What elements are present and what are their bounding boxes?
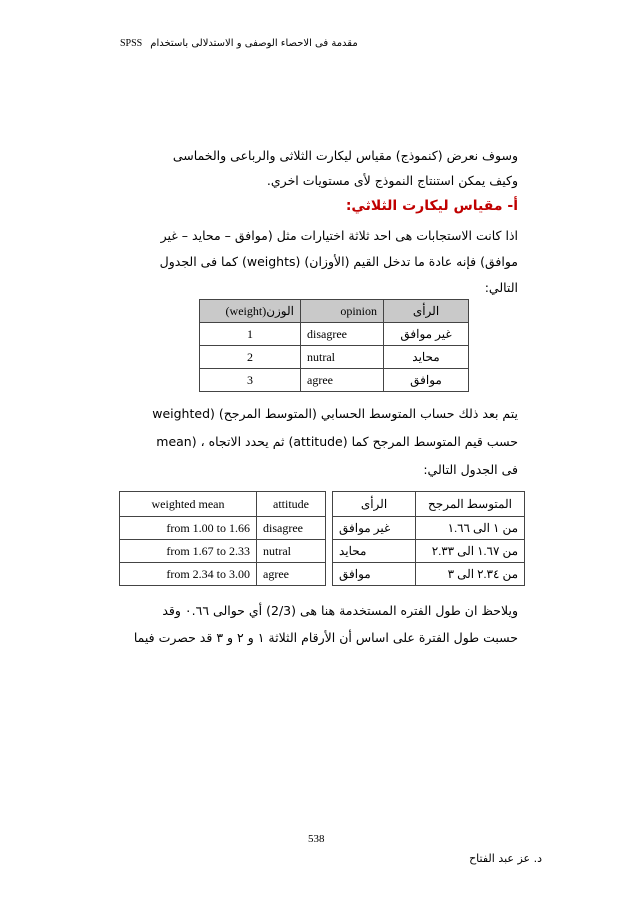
opinion-header: الرأى <box>333 492 416 517</box>
page-header <box>120 38 520 49</box>
opinion-en-cell: nutral <box>301 346 384 369</box>
opinion-ar-cell: موافق <box>384 369 469 392</box>
body-line-2: موافق) فإنه عادة ما تدخل القيم (الأوزان) (weights) كما فى الجدول <box>159 254 518 269</box>
weight-header: الوزن(weight) <box>200 300 301 323</box>
table-row <box>333 563 525 586</box>
opinion-en-cell: agree <box>301 369 384 392</box>
body-line-1: اذا كانت الاستجابات هى احد ثلاثة اختيارات مثل (موافق – محايد – غير <box>160 228 518 243</box>
table-row <box>120 517 326 540</box>
opinion-en-cell: disagree <box>301 323 384 346</box>
weight-cell: 2 <box>200 346 301 369</box>
author-footer: د. عز عبد الفتاح <box>469 852 542 865</box>
range-cell: من ١.٦٧ الى ٢.٣٣ <box>416 540 525 563</box>
header-title: مقدمة فى الاحصاء الوصفى و الاستدلالى باستخدام <box>150 38 358 49</box>
intro-line-1: وسوف نعرض (كنموذج) مقياس ليكارت الثلاثى والرباعى والخماسى <box>172 148 518 163</box>
opinion-ar-header: الرأى <box>384 300 469 323</box>
table-row <box>120 540 326 563</box>
header-software: SPSS <box>120 38 143 49</box>
intro-line-2: وكيف يمكن استنتاج النموذج لأى مستويات اخري. <box>266 173 518 188</box>
body-line-7: ويلاحظ ان طول الفتره المستخدمة هنا هى (2/3) أي حوالى ٠.٦٦ وقد <box>162 603 518 618</box>
body-line-6: فى الجدول التالي: <box>423 462 518 477</box>
mean-header: weighted mean <box>120 492 257 517</box>
page-number: 538 <box>308 833 325 845</box>
mean-header: المتوسط المرجح <box>416 492 525 517</box>
section-title: مقياس ليكارت الثلاثي: <box>345 198 503 214</box>
table-row <box>200 369 469 392</box>
range-cell: من ٢.٣٤ الى ٣ <box>416 563 525 586</box>
range-cell: from 1.67 to 2.33 <box>120 540 257 563</box>
section-letter: أ- <box>507 198 518 214</box>
table-row <box>120 563 326 586</box>
opinion-cell: محايد <box>333 540 416 563</box>
opinion-ar-cell: محايد <box>384 346 469 369</box>
weight-cell: 3 <box>200 369 301 392</box>
opinion-en-header: opinion <box>301 300 384 323</box>
opinion-cell: غير موافق <box>333 517 416 540</box>
table-row <box>200 323 469 346</box>
opinion-ar-cell: غير موافق <box>384 323 469 346</box>
weights-table <box>199 299 469 392</box>
range-cell: from 2.34 to 3.00 <box>120 563 257 586</box>
weighted-mean-table-en <box>119 491 326 586</box>
attitude-cell: agree <box>257 563 326 586</box>
weight-cell: 1 <box>200 323 301 346</box>
table-header-row <box>200 300 469 323</box>
table-row <box>333 540 525 563</box>
table-header-row <box>120 492 326 517</box>
section-heading <box>346 198 518 214</box>
attitude-cell: disagree <box>257 517 326 540</box>
range-cell: من ١ الى ١.٦٦ <box>416 517 525 540</box>
range-cell: from 1.00 to 1.66 <box>120 517 257 540</box>
weighted-mean-table-ar <box>332 491 525 586</box>
body-line-5: mean) ، ثم يحدد الاتجاه (attitude) حسب قيم المتوسط المرجح كما <box>156 434 518 449</box>
body-line-8: حسبت طول الفترة على اساس أن الأرقام الثلاثة ١ و ٢ و ٣ قد حصرت فيما <box>133 630 518 645</box>
body-line-3: التالي: <box>484 280 518 295</box>
table-row <box>200 346 469 369</box>
table-row <box>333 517 525 540</box>
opinion-cell: موافق <box>333 563 416 586</box>
attitude-header: attitude <box>257 492 326 517</box>
body-line-4: يتم بعد ذلك حساب المتوسط الحسابي (المتوسط المرجح) (weighted <box>152 406 518 421</box>
attitude-cell: nutral <box>257 540 326 563</box>
table-header-row <box>333 492 525 517</box>
